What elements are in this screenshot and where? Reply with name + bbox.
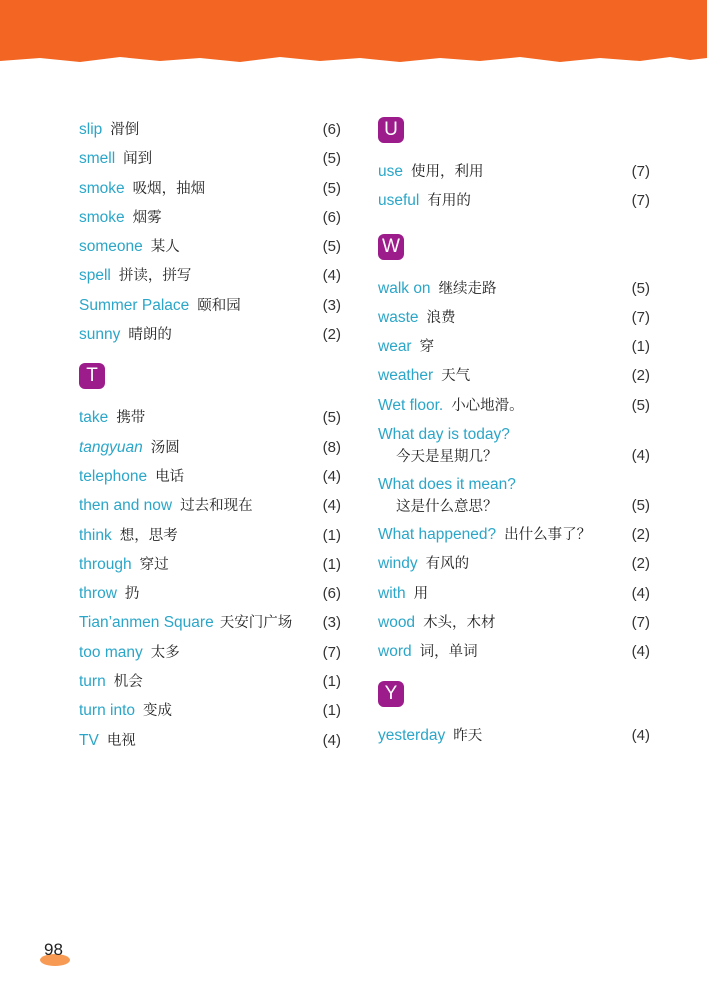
letter-badge-w: W <box>378 234 404 260</box>
list-item <box>378 159 650 188</box>
english-phrase: What does it mean? <box>378 476 516 494</box>
chinese-meaning: 携带 <box>116 410 146 427</box>
unit-number: (7) <box>631 192 650 210</box>
chinese-meaning: 拼读，拼写 <box>118 268 192 285</box>
unit-number: (6) <box>322 585 341 603</box>
unit-number: (4) <box>631 447 650 465</box>
unit-number: (4) <box>322 731 341 749</box>
chinese-meaning: 太多 <box>150 644 180 661</box>
unit-number: (1) <box>322 555 341 573</box>
list-item <box>79 669 341 698</box>
chinese-meaning: 有风的 <box>425 556 470 573</box>
list-item <box>79 552 341 581</box>
unit-number: (1) <box>631 338 650 356</box>
unit-number: (4) <box>322 267 341 285</box>
english-word: someone <box>79 238 143 256</box>
chinese-meaning: 词，单词 <box>419 644 478 661</box>
english-word: telephone <box>79 467 148 485</box>
english-word: TV <box>79 731 99 749</box>
unit-number: (4) <box>631 643 650 661</box>
english-word: smoke <box>79 208 125 226</box>
list-item <box>378 639 650 668</box>
chinese-meaning: 这是什么意思？ <box>396 499 498 516</box>
unit-number: (5) <box>322 179 341 197</box>
chinese-meaning: 有用的 <box>427 193 471 210</box>
list-item <box>378 422 650 472</box>
chinese-meaning: 使用，利用 <box>411 164 484 180</box>
list-item <box>79 234 341 263</box>
english-word: turn into <box>79 702 136 720</box>
unit-number: (7) <box>322 643 341 661</box>
unit-number: (3) <box>322 614 341 632</box>
chinese-meaning: 穿过 <box>139 556 169 573</box>
english-word: smoke <box>79 179 125 197</box>
english-word: Tian’anmen Square <box>79 614 214 632</box>
unit-number: (5) <box>631 396 650 414</box>
letter-badge-t: T <box>79 363 105 389</box>
unit-number: (6) <box>322 121 341 138</box>
english-word: spell <box>79 267 111 285</box>
list-item <box>79 464 341 493</box>
w-entries <box>378 276 650 669</box>
letter-badge-u: U <box>378 117 404 143</box>
unit-number: (1) <box>322 702 341 720</box>
english-word: think <box>79 526 112 544</box>
list-item <box>79 493 341 522</box>
chinese-meaning: 电视 <box>106 732 136 749</box>
list-item <box>79 405 341 434</box>
unit-number: (5) <box>631 279 650 297</box>
unit-number: (3) <box>322 296 341 314</box>
chinese-meaning: 昨天 <box>453 727 483 744</box>
t-entries <box>79 405 341 757</box>
unit-number: (1) <box>322 526 341 544</box>
list-item <box>79 698 341 727</box>
unit-number: (6) <box>322 208 341 226</box>
english-word: then and now <box>79 497 173 515</box>
chinese-meaning: 烟雾 <box>132 209 162 226</box>
chinese-meaning: 今天是星期几？ <box>396 449 498 466</box>
list-item <box>378 551 650 580</box>
chinese-meaning: 继续走路 <box>438 280 497 297</box>
unit-number: (7) <box>631 613 650 631</box>
list-item <box>378 522 650 551</box>
top-orange-band <box>0 0 707 70</box>
english-phrase: What day is today? <box>378 426 510 444</box>
chinese-meaning: 用 <box>413 585 429 602</box>
list-item <box>79 610 341 639</box>
chinese-meaning: 某人 <box>150 239 180 256</box>
unit-number: (5) <box>631 497 650 515</box>
unit-number: (1) <box>322 673 341 691</box>
unit-number: (4) <box>631 584 650 602</box>
english-word: too many <box>79 643 143 661</box>
chinese-meaning: 想，思考 <box>119 527 178 544</box>
list-item <box>378 305 650 334</box>
section-header-t <box>79 363 341 405</box>
unit-number: (2) <box>322 326 341 344</box>
chinese-meaning: 晴朗的 <box>128 327 172 344</box>
english-word: slip <box>79 121 103 138</box>
english-word: turn <box>79 673 106 691</box>
chinese-meaning: 木头，木材 <box>423 614 496 631</box>
list-item <box>378 723 650 752</box>
chinese-meaning: 滑倒 <box>110 122 140 138</box>
left-column <box>79 117 341 757</box>
list-item <box>79 728 341 757</box>
list-item <box>79 581 341 610</box>
list-item <box>378 276 650 305</box>
chinese-meaning: 扔 <box>124 586 140 603</box>
unit-number: (7) <box>631 308 650 326</box>
list-item <box>378 393 650 422</box>
english-word: weather <box>378 367 434 385</box>
english-word: walk on <box>378 279 431 297</box>
english-word: through <box>79 555 132 573</box>
chinese-meaning: 吸烟，抽烟 <box>132 180 206 197</box>
u-entries <box>378 159 650 218</box>
english-word: with <box>378 584 406 602</box>
english-word: yesterday <box>378 726 446 744</box>
unit-number: (4) <box>322 467 341 485</box>
list-item <box>378 188 650 217</box>
list-item <box>79 322 341 351</box>
english-word: windy <box>378 555 418 573</box>
list-item <box>378 472 650 522</box>
english-word: wear <box>378 338 412 356</box>
chinese-meaning: 颐和园 <box>197 297 241 314</box>
band-shape <box>0 0 707 62</box>
english-word: What happened? <box>378 526 497 544</box>
chinese-meaning: 浪费 <box>426 309 456 326</box>
english-word: Wet floor. <box>378 396 444 414</box>
letter-badge-y: Y <box>378 681 404 707</box>
unit-number: (7) <box>631 163 650 180</box>
section-header-w <box>378 234 650 276</box>
english-word: wood <box>378 613 416 631</box>
section-header-u <box>378 117 650 159</box>
chinese-meaning: 闻到 <box>123 151 153 168</box>
list-item <box>79 176 341 205</box>
unit-number: (2) <box>631 555 650 573</box>
english-word: word <box>378 643 412 661</box>
chinese-meaning: 天安门广场 <box>219 615 293 632</box>
english-word: use <box>378 163 403 180</box>
english-word: waste <box>378 308 419 326</box>
unit-number: (2) <box>631 367 650 385</box>
chinese-meaning: 过去和现在 <box>180 498 253 515</box>
unit-number: (5) <box>322 150 341 168</box>
list-item <box>79 293 341 322</box>
chinese-meaning: 小心地滑。 <box>451 397 524 414</box>
chinese-meaning: 汤圆 <box>150 439 180 456</box>
english-word: useful <box>378 192 420 210</box>
s-entries <box>79 117 341 351</box>
list-item <box>378 363 650 392</box>
english-word: throw <box>79 585 117 603</box>
chinese-meaning: 穿 <box>419 339 435 356</box>
chinese-meaning: 机会 <box>113 674 143 691</box>
english-word: Summer Palace <box>79 296 190 314</box>
unit-number: (2) <box>631 526 650 544</box>
unit-number: (8) <box>322 438 341 456</box>
english-word: tangyuan <box>79 438 143 456</box>
list-item <box>79 146 341 175</box>
list-item <box>79 205 341 234</box>
chinese-meaning: 电话 <box>155 468 185 485</box>
english-word: take <box>79 409 109 427</box>
list-item <box>79 523 341 552</box>
list-item <box>79 117 341 146</box>
unit-number: (5) <box>322 238 341 256</box>
list-item <box>79 263 341 292</box>
list-item <box>378 334 650 363</box>
list-item <box>79 640 341 669</box>
english-word: smell <box>79 150 116 168</box>
section-header-y <box>378 681 650 723</box>
list-item <box>378 581 650 610</box>
list-item <box>378 610 650 639</box>
chinese-meaning: 天气 <box>441 368 471 385</box>
chinese-meaning: 变成 <box>143 703 173 720</box>
english-word: sunny <box>79 326 121 344</box>
unit-number: (4) <box>322 497 341 515</box>
unit-number: (5) <box>322 409 341 427</box>
chinese-meaning: 出什么事了？ <box>504 527 592 544</box>
list-item <box>79 435 341 464</box>
right-column <box>378 117 650 752</box>
page-number: 98 <box>44 940 63 959</box>
unit-number: (4) <box>631 726 650 744</box>
y-entries <box>378 723 650 752</box>
